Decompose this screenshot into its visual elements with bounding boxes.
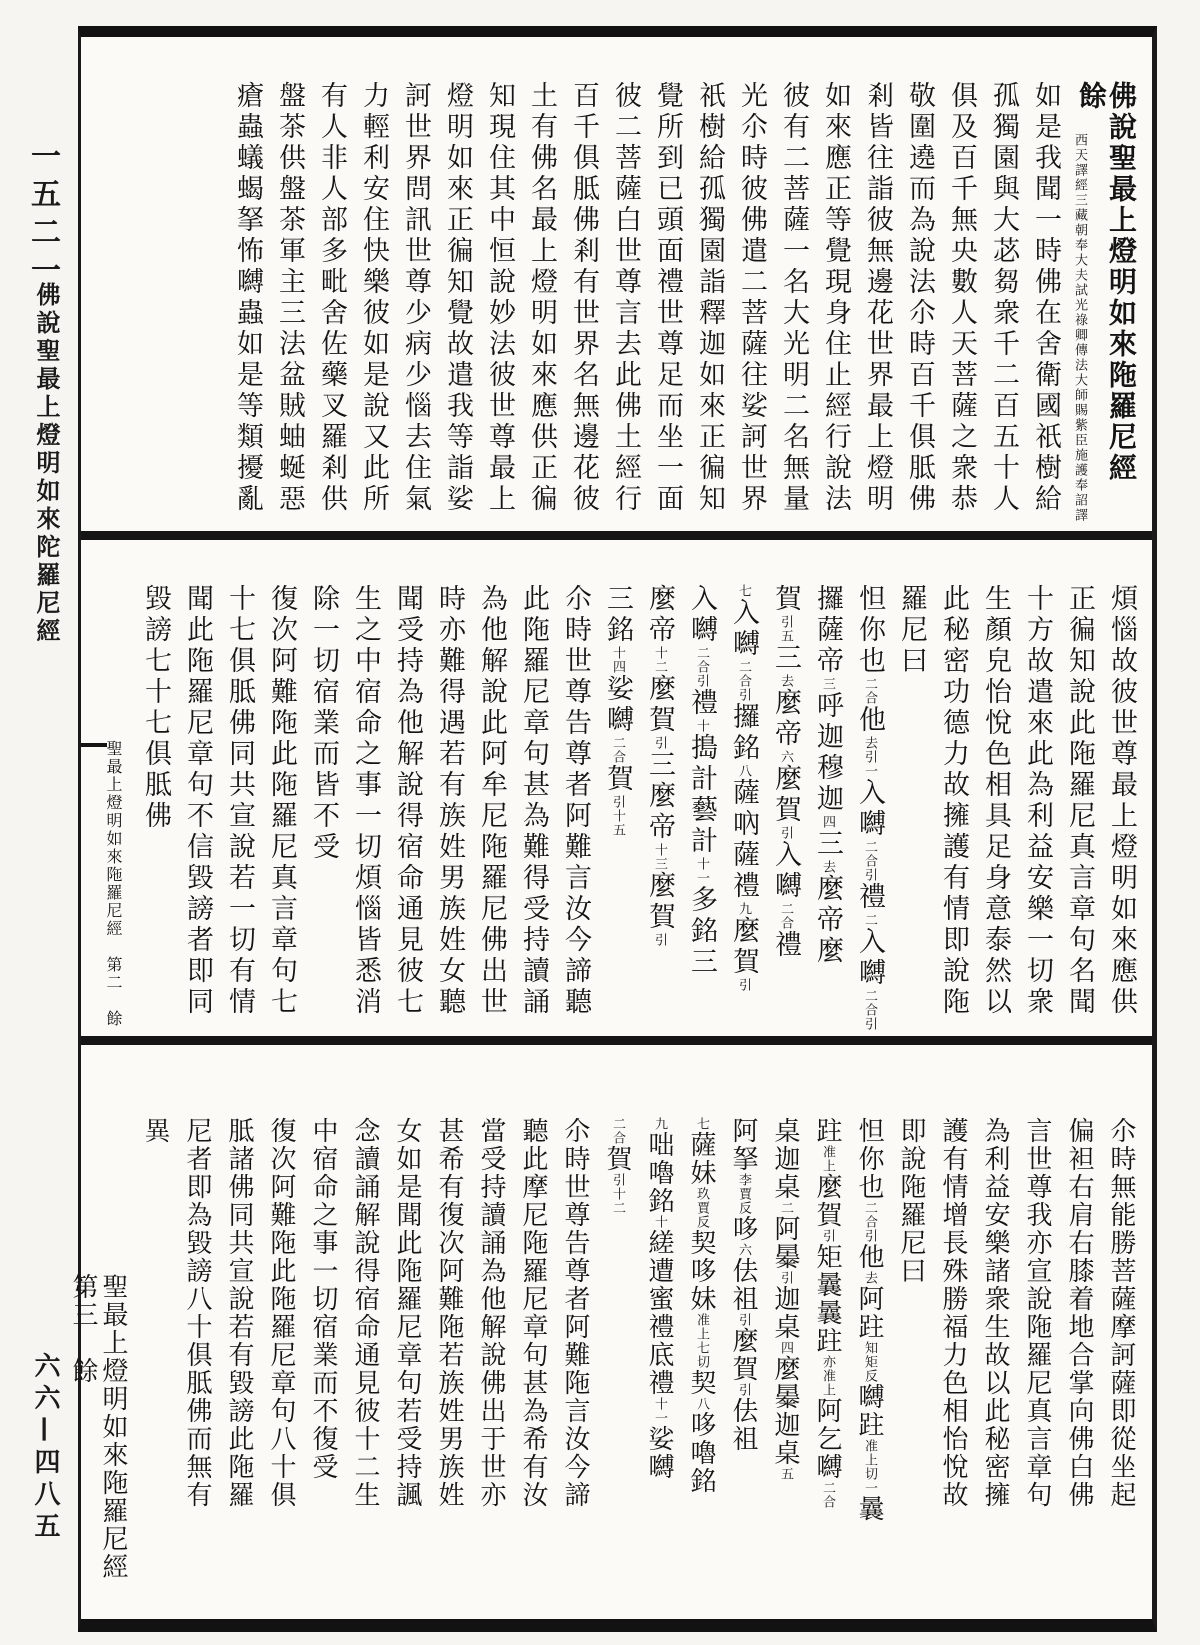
phonetic-annotation: 引 xyxy=(736,1313,751,1327)
phonetic-annotation: 二 xyxy=(778,1201,793,1215)
phonetic-annotation: 七 xyxy=(736,584,751,598)
text-column-body: 剎皆往詣彼無邊花世界最上燈明 xyxy=(862,81,893,515)
text-column-body: 此陁羅尼章句甚為難得受持讀誦 xyxy=(518,584,549,1018)
phonetic-annotation: 十二 xyxy=(652,646,667,674)
phonetic-annotation: 十一 xyxy=(652,1397,667,1425)
text-column-body: 燈明如來正徧知覺故遣我等詣娑 xyxy=(442,81,473,515)
text-column-body: 尒時世尊告尊者阿難言汝今諦聽 xyxy=(560,584,591,1018)
text-column-dharani: 怛你也二合他去引一入嚩二合引禮二入嚩二合引 xyxy=(854,584,885,1031)
text-column-body: 毀謗七十七俱胝佛 xyxy=(140,584,171,832)
text-column-body: 即說陁羅尼曰 xyxy=(896,1117,926,1285)
text-column-body: 時亦難得遇若有族姓男族姓女聽 xyxy=(434,584,465,1018)
phonetic-annotation: 二 xyxy=(862,913,877,927)
phonetic-annotation: 二合引 xyxy=(694,646,709,688)
text-column-body: 羅尼曰 xyxy=(896,584,927,677)
phonetic-annotation: 十 xyxy=(652,1215,667,1229)
phonetic-annotation: 十四 xyxy=(610,646,625,674)
text-column-body: 言世尊我亦宣說陁羅尼真言章句 xyxy=(1022,1117,1052,1509)
text-column-body: 知現住其中恒說妙法彼世尊最上 xyxy=(484,81,515,515)
phonetic-annotation: 准上切一 xyxy=(862,1439,877,1495)
phonetic-annotation: 引五 xyxy=(778,615,793,643)
text-column-body: 盤茶供盤茶軍主三法盆賊蚰蜒惡 xyxy=(274,81,305,515)
phonetic-annotation: 八 xyxy=(694,1397,709,1411)
phonetic-annotation: 引十五 xyxy=(610,795,625,837)
phonetic-annotation: 引十二 xyxy=(610,1173,625,1215)
text-column-body: 為他解說此阿牟尼陁羅尼佛出世 xyxy=(476,584,507,1018)
columns-sheet-2 xyxy=(81,540,1152,1036)
text-column-body: 此秘密功德力故擁護有情即說陁 xyxy=(938,584,969,1018)
text-column-dharani: 入嚩二合引禮十搗計藝計十一多銘三 xyxy=(686,584,717,978)
phonetic-annotation: 去 xyxy=(778,674,793,688)
phonetic-annotation: 十 xyxy=(694,719,709,733)
text-column-dharani: 桌迦桌二阿㬥引迦桌四麼㬥迦桌五 xyxy=(770,1117,800,1481)
phonetic-annotation: 二合 xyxy=(610,736,625,764)
phonetic-annotation: 二合引 xyxy=(862,1201,877,1243)
phonetic-annotation: 亦准上 xyxy=(820,1355,835,1397)
text-column-dharani: 阿拏李賈反哆六佉祖引麼賀引佉祖 xyxy=(728,1117,758,1453)
phonetic-annotation: 三 xyxy=(820,677,835,691)
text-column-note: 聖最上燈明如來陁羅尼經 第三 餘 xyxy=(68,1273,128,1609)
text-column-body: 彼二菩薩白世尊言去此佛土經行 xyxy=(610,81,641,515)
text-column-body: 彼有二菩薩一名大光明二名無量 xyxy=(778,81,809,515)
text-column-body: 除一切宿業而皆不受 xyxy=(308,584,339,863)
phonetic-annotation: 二合 xyxy=(862,677,877,705)
phonetic-annotation: 二合 xyxy=(778,902,793,930)
phonetic-annotation: 去 xyxy=(862,1271,877,1285)
margin-sutra-title: 佛說聖最上燈明如來陀羅尼經 xyxy=(32,282,60,646)
phonetic-annotation: 五 xyxy=(778,1467,793,1481)
phonetic-annotation: 引 xyxy=(820,1229,835,1243)
text-column-body: 十方故遣來此為利益安樂一切衆 xyxy=(1022,584,1053,1018)
text-column-dharani: 怛你也二合引他去阿跓知矩反嚩跓准上切一曩 xyxy=(854,1117,884,1523)
text-column-body: 復次阿難陁此陁羅尼真言章句七 xyxy=(266,584,297,1018)
phonetic-annotation: 去引一 xyxy=(862,736,877,778)
columns-sheet-1 xyxy=(81,37,1152,531)
text-column-body: 聞受持為他解說得宿命通見彼七 xyxy=(392,584,423,1018)
text-column-body: 有人非人部多毗舍佐藥叉羅剎供 xyxy=(316,81,347,515)
text-column-body: 偏袒右肩右膝着地合掌向佛白佛 xyxy=(1064,1117,1094,1509)
sutra-serial-number: 一五二一 xyxy=(25,140,60,292)
text-column-body: 當受持讀誦為他解說佛出于世亦 xyxy=(476,1117,506,1509)
text-column-body: 尒時世尊告尊者阿難陁言汝今諦 xyxy=(560,1117,590,1509)
text-column-body: 祇樹給孤獨園詣釋迦如來正徧知 xyxy=(694,81,725,515)
text-register-top xyxy=(81,37,1152,540)
phonetic-annotation: 玖賈反 xyxy=(694,1187,709,1229)
text-column-body: 覺所到已頭面禮世尊足而坐一面 xyxy=(652,81,683,515)
phonetic-annotation: 九 xyxy=(736,902,751,916)
text-column-body: 尼者即為毀謗八十俱胝佛而無有 xyxy=(182,1117,212,1509)
phonetic-annotation: 九 xyxy=(652,1117,667,1131)
phonetic-annotation: 引 xyxy=(652,736,667,750)
phonetic-annotation: 引 xyxy=(736,978,751,992)
phonetic-annotation: 二合引 xyxy=(736,660,751,702)
text-column-dharani: 攞薩帝三呼迦穆迦四三去麼帝麼 xyxy=(812,584,843,967)
page-frame xyxy=(68,26,1157,1632)
text-column-dharani: 二合賀引十二 xyxy=(602,1117,632,1215)
text-column-body: 聞此陁羅尼章句不信毀謗者即同 xyxy=(182,584,213,1018)
text-column-body: 中宿命之事一切宿業而不復受 xyxy=(308,1117,338,1481)
phonetic-annotation: 六 xyxy=(736,1243,751,1257)
phonetic-annotation: 四 xyxy=(778,1341,793,1355)
text-column-title: 佛說聖最上燈明如來陁羅尼經 餘 xyxy=(1075,81,1138,515)
text-register-middle xyxy=(81,540,1152,1045)
text-column-dharani: 三銘十四娑嚩二合賀引十五 xyxy=(602,584,633,837)
text-column-body: 念讀誦解說得宿命通見彼十二生 xyxy=(350,1117,380,1509)
text-column-dharani: 跓准上麼賀引矩曩曩跓亦准上阿乞嚩二合 xyxy=(812,1117,842,1509)
phonetic-annotation: 二合引 xyxy=(862,840,877,882)
text-column-translator: 西天譯經三藏朝奉大夫試光祿卿傳法大師賜紫臣施護奉詔譯 xyxy=(1072,133,1087,523)
volume-page-number: 六六—四八五 xyxy=(30,1352,60,1544)
text-column-body: 異 xyxy=(140,1117,170,1145)
phonetic-annotation: 引 xyxy=(778,826,793,840)
phonetic-annotation: 十一 xyxy=(694,857,709,885)
text-column-dharani: 麼帝十二麼賀引三麼帝十三麼賀引 xyxy=(644,584,675,947)
phonetic-annotation: 六 xyxy=(778,750,793,764)
text-column-body: 如是我聞一時佛在舍衛國祇樹給 xyxy=(1030,81,1061,515)
text-column-body: 為利益安樂諸衆生故以此秘密擁 xyxy=(980,1117,1010,1509)
text-column-body: 甚希有復次阿難陁若族姓男族姓 xyxy=(434,1117,464,1509)
phonetic-annotation: 二合 xyxy=(610,1117,625,1145)
phonetic-annotation: 八 xyxy=(736,764,751,778)
text-column-body: 力輕利安住快樂彼如是說又此所 xyxy=(358,81,389,515)
text-column-body: 護有情增長殊勝福力色相怡悅故 xyxy=(938,1117,968,1509)
text-column-body: 尒時無能勝菩薩摩訶薩即從坐起 xyxy=(1106,1117,1136,1509)
text-column-body: 敬圍遶而為說法尒時百千俱胝佛 xyxy=(904,81,935,515)
phonetic-annotation: 准上七切 xyxy=(694,1313,709,1369)
text-column-body: 正徧知說此陁羅尼真言章句名聞 xyxy=(1064,584,1095,1018)
text-column-dharani: 九咄嚕銘十縒遭蜜禮底禮十一娑嚩 xyxy=(644,1117,674,1481)
text-column-body: 女如是聞此陁羅尼章句若受持諷 xyxy=(392,1117,422,1509)
text-column-body: 訶世界問訊世尊少病少惱去住氣 xyxy=(400,81,431,515)
phonetic-annotation: 二合引 xyxy=(862,989,877,1031)
text-column-body: 煩惱故彼世尊最上燈明如來應供 xyxy=(1106,584,1137,1018)
phonetic-annotation: 引 xyxy=(778,1271,793,1285)
text-column-body: 瘡蟲蟻蝎拏怖嚩蟲如是等類擾亂 xyxy=(232,81,263,515)
text-register-bottom xyxy=(68,1045,1152,1619)
phonetic-annotation: 四 xyxy=(820,815,835,829)
text-column-dharani: 七薩妹玖賈反契哆妹准上七切契八哆嚕銘 xyxy=(686,1117,716,1495)
phonetic-annotation: 十三 xyxy=(652,843,667,871)
phonetic-annotation: 七 xyxy=(694,1117,709,1131)
page-left-margin xyxy=(0,0,78,1645)
text-column-body: 聽此摩尼陁羅尼章句甚為希有汝 xyxy=(518,1117,548,1509)
text-column-body: 復次阿難陁此陁羅尼章句八十俱 xyxy=(266,1117,296,1509)
text-column-body: 生顏皃怡悅色相具足身意泰然以 xyxy=(980,584,1011,1018)
text-column-body: 生之中宿命之事一切煩惱皆悉消 xyxy=(350,584,381,1018)
text-column-dharani: 七入嚩二合引攞銘八薩吶薩禮九麼賀引 xyxy=(728,584,759,992)
phonetic-annotation: 二合 xyxy=(820,1481,835,1509)
text-column-body: 土有佛名最上燈明如來應供正徧 xyxy=(526,81,557,515)
text-column-body: 百千俱胝佛剎有世界名無邊花彼 xyxy=(568,81,599,515)
text-column-dharani: 賀引五三去麼帝六麼賀引入嚩二合禮 xyxy=(770,584,801,961)
columns-sheet-3 xyxy=(68,1045,1152,1619)
phonetic-annotation: 去 xyxy=(820,860,835,874)
text-column-body: 光尒時彼佛遣二菩薩往娑訶世界 xyxy=(736,81,767,515)
phonetic-annotation: 知矩反 xyxy=(862,1341,877,1383)
phonetic-annotation: 引 xyxy=(652,933,667,947)
text-column-body: 胝諸佛同共宣說若有毀謗此陁羅 xyxy=(224,1117,254,1509)
text-column-note: 聖最上燈明如來陁羅尼經 第二 餘 xyxy=(104,740,123,1028)
text-column-body: 十七俱胝佛同共宣說若一切有情 xyxy=(224,584,255,1018)
text-column-body: 如來應正等覺現身住止經行說法 xyxy=(820,81,851,515)
text-column-body: 俱及百千無央數人天菩薩之衆恭 xyxy=(946,81,977,515)
phonetic-annotation: 李賈反 xyxy=(736,1173,751,1215)
phonetic-annotation: 准上 xyxy=(820,1145,835,1173)
phonetic-annotation: 引 xyxy=(736,1383,751,1397)
text-column-body: 孤獨園與大苾芻衆千二百五十人 xyxy=(988,81,1019,515)
